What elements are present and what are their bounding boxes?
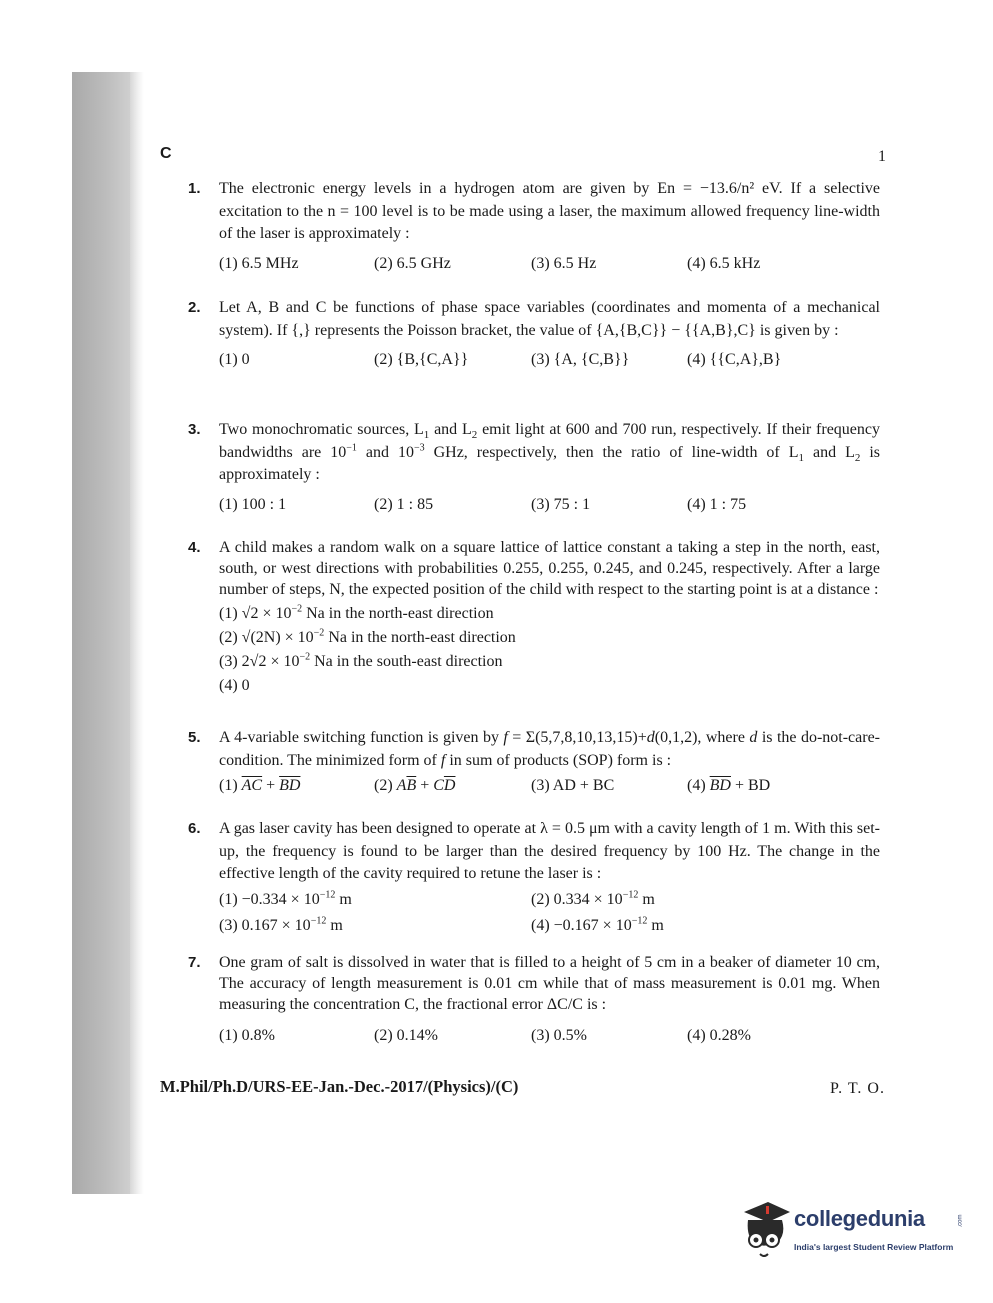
options-list bbox=[219, 603, 880, 699]
options-row bbox=[219, 775, 880, 801]
option-1: (1) 0.8% bbox=[219, 1027, 275, 1044]
mascot-icon bbox=[738, 1198, 794, 1260]
question-text: A child makes a random walk on a square lattice of lattice constant a taking a step in the north, east, south, or west directions with probabilities 0.255, 0.255, 0.245, and 0.245, respectively. After a large number of steps, N, the expected position of the child with respect to the starting point is at a distance : bbox=[219, 539, 880, 598]
option-3: (3) $0.167 \times 10^{-12}$ m bbox=[219, 915, 343, 934]
option-3: (3) $2√2 \times 10^{-2}$ Na in the south-east direction bbox=[219, 651, 503, 670]
question-number: 5. bbox=[188, 729, 201, 746]
option-2: (2) 6.5 GHz bbox=[374, 254, 451, 272]
page-number: 1 bbox=[878, 148, 886, 165]
question-text: One gram of salt is dissolved in water that is filled to a height of 5 cm in a beaker of diameter 10 cm, The accuracy of length measurement is 0.01 cm while that of mass measurement is 0.01 mg. When measuring the concentration C, the fractional error ΔC/C is : bbox=[219, 954, 880, 1013]
option-1: (1) $√2 \times 10^{-2}$ Na in the north-east direction bbox=[219, 603, 494, 622]
question-6 bbox=[188, 818, 880, 941]
brand-suffix: .com bbox=[957, 1214, 964, 1228]
option-1: (1) 100 : 1 bbox=[219, 495, 287, 513]
question-text: Two monochromatic sources, $L_1$ and $L_2$ emit light at 600 and 700 run, respectively. If their frequency bandwidths are $10^{-1}$ and $10^{-3}$ GHz, respectively, then the ratio of line-width of $L_1$ and $L_2$ is approximately : bbox=[219, 421, 881, 483]
option-1: $(1) -0.334 \times 10^{-12}$ m bbox=[219, 889, 352, 908]
question-number: 1. bbox=[188, 180, 201, 197]
option-1: (1) 6.5 MHz bbox=[219, 254, 299, 272]
question-number: 6. bbox=[188, 820, 201, 837]
options-row bbox=[219, 494, 880, 520]
option-3: (3) 75 : 1 bbox=[531, 495, 591, 513]
option-4: (4) {{C,A},B} bbox=[687, 351, 782, 368]
option-2: (2) {B,{C,A}} bbox=[374, 351, 469, 368]
paper-code: M.Phil/Ph.D/URS-EE-Jan.-Dec.-2017/(Physics)/(C) bbox=[160, 1077, 519, 1096]
option-4: (4) $\overline{BD}$ + BD bbox=[687, 777, 771, 794]
option-1: (1) 0 bbox=[219, 351, 250, 368]
option-4: (4) 0 bbox=[219, 677, 250, 694]
option-3: (3) AD + BC bbox=[531, 777, 615, 794]
question-number: 2. bbox=[188, 299, 201, 316]
question-text: A gas laser cavity has been designed to operate at λ = 0.5 μm with a cavity length of 1 m. With this set-up, the frequency is found to be larger than the desired frequency by 100 Hz. The change in the effective length of the cavity required to retune the laser is : bbox=[219, 820, 880, 882]
option-2: (2) 0.14% bbox=[374, 1027, 438, 1044]
paper-set-letter: C bbox=[160, 145, 172, 162]
question-1 bbox=[188, 178, 880, 279]
option-2: (2) $√(2N) \times 10^{-2}$ Na in the north-east direction bbox=[219, 627, 516, 646]
question-7 bbox=[188, 952, 880, 1051]
option-2: (2) $0.334 \times 10^{-12}$ m bbox=[531, 889, 655, 908]
options-row bbox=[219, 1025, 880, 1051]
question-text: A 4-variable switching function is given by f = Σ(5,7,8,10,13,15)+d(0,1,2), where d is the do-not-care-condition. The minimized form of f in sum of products (SOP) form is : bbox=[219, 729, 881, 769]
question-text: The electronic energy levels in a hydrogen atom are given by En = −13.6/n² eV. If a selective excitation to the n = 100 level is to be made using a laser, the maximum allowed frequency line-width of the laser is approximately : bbox=[219, 180, 880, 242]
question-number: 3. bbox=[188, 421, 201, 438]
question-3 bbox=[188, 419, 880, 520]
brand-name: collegedunia bbox=[794, 1206, 925, 1231]
collegedunia-watermark bbox=[738, 1198, 963, 1262]
option-3: (3) 6.5 Hz bbox=[531, 254, 597, 272]
question-text: Let A, B and C be functions of phase space variables (coordinates and momenta of a mechanical system). If {,} represents the Poisson bracket, the value of {A,{B,C}} − {{A,B},C} is given by : bbox=[219, 299, 880, 339]
options-row bbox=[219, 915, 880, 941]
option-4: (4) 1 : 75 bbox=[687, 495, 747, 513]
option-1: (1) $\overline{AC} + \overline{BD}$ bbox=[219, 777, 301, 794]
options-row bbox=[219, 889, 880, 915]
question-number: 4. bbox=[188, 539, 201, 556]
option-4: (4) 0.28% bbox=[687, 1027, 751, 1044]
option-3: (3) {A, {C,B}} bbox=[531, 351, 630, 368]
options-row bbox=[219, 349, 880, 375]
question-number: 7. bbox=[188, 954, 201, 971]
please-turn-over: P. T. O. bbox=[830, 1080, 885, 1097]
scan-edge-shadow bbox=[72, 72, 130, 1194]
option-2: (2) $A\overline{B} + C\overline{D}$ bbox=[374, 777, 456, 794]
option-4: $(4) -0.167 \times 10^{-12}$ m bbox=[531, 915, 664, 934]
question-4 bbox=[188, 537, 880, 699]
question-2 bbox=[188, 297, 880, 375]
options-row bbox=[219, 253, 880, 279]
question-5 bbox=[188, 727, 880, 801]
brand-tagline: India's largest Student Review Platform bbox=[794, 1242, 954, 1252]
option-3: (3) 0.5% bbox=[531, 1027, 587, 1044]
option-2: (2) 1 : 85 bbox=[374, 495, 434, 513]
option-4: (4) 6.5 kHz bbox=[687, 254, 761, 272]
